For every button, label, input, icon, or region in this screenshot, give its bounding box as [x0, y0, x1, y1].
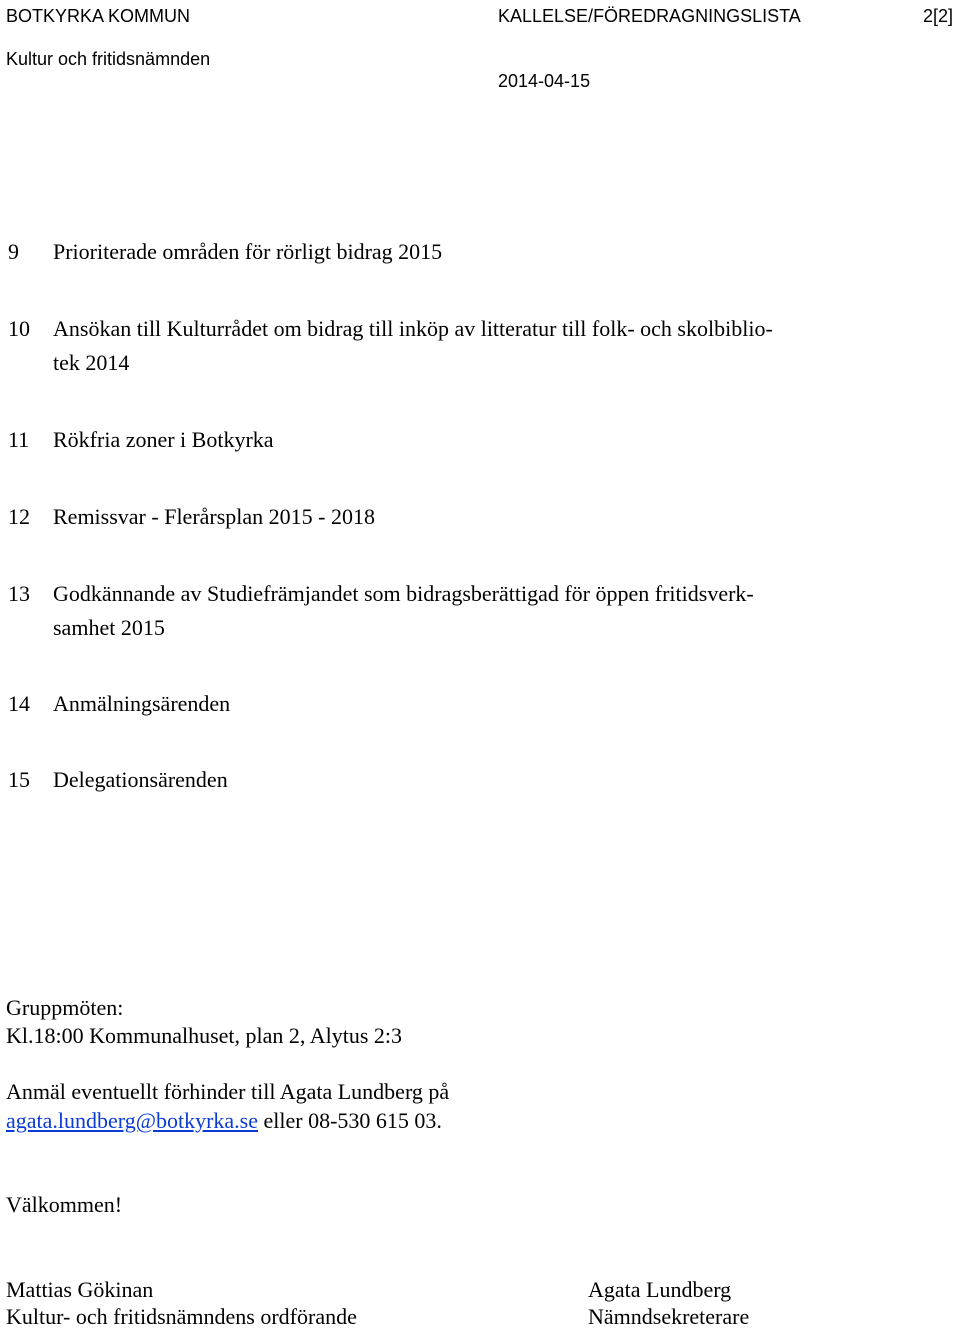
agenda-item-number: 12 [8, 504, 30, 529]
agenda-item-title: Remissvar - Flerårsplan 2015 - 2018 [53, 504, 375, 529]
agenda-item-number: 15 [8, 767, 30, 792]
agenda-item-number: 14 [8, 691, 30, 716]
organization-name: BOTKYRKA KOMMUN [6, 6, 191, 26]
agenda-item-number: 11 [8, 427, 30, 452]
agenda-item-title: Rökfria zoner i Botkyrka [53, 427, 274, 452]
document-type: KALLELSE/FÖREDRAGNINGSLISTA [498, 6, 801, 26]
agenda-item-number: 10 [8, 316, 30, 341]
chair-title: Kultur- och fritidsnämndens ordförande [6, 1304, 357, 1329]
agenda-item-title: Delegationsärenden [53, 767, 228, 792]
agenda-item-title: Godkännande av Studiefrämjandet som bidragsberättigad för öppen fritidsverk- [53, 581, 754, 606]
agenda-item-number: 9 [8, 239, 19, 264]
secretary-title: Nämndsekreterare [588, 1304, 750, 1329]
phone-text: eller 08-530 615 03. [258, 1108, 442, 1133]
absence-notice: Anmäl eventuellt förhinder till Agata Lundberg på [6, 1079, 450, 1104]
agenda-item-title: Prioriterade områden för rörligt bidrag 2015 [53, 239, 443, 264]
agenda-item-title: Anmälningsärenden [53, 691, 231, 716]
group-meetings-heading: Gruppmöten: [6, 995, 124, 1020]
welcome-text: Välkommen! [6, 1192, 123, 1217]
committee-name: Kultur och fritidsnämnden [6, 49, 211, 69]
group-meetings-details: Kl.18:00 Kommunalhuset, plan 2, Alytus 2:3 [6, 1023, 402, 1048]
agenda-item-number: 13 [8, 581, 30, 606]
agenda-item-title-continued: samhet 2015 [53, 615, 165, 640]
chair-name: Mattias Gökinan [6, 1277, 154, 1302]
secretary-name: Agata Lundberg [588, 1277, 732, 1302]
document-date: 2014-04-15 [498, 71, 591, 91]
agenda-item-title: Ansökan till Kulturrådet om bidrag till inköp av litteratur till folk- och skolbiblio- [53, 316, 773, 341]
email-link[interactable]: agata.lundberg@botkyrka.se [6, 1108, 259, 1133]
agenda-item-title-continued: tek 2014 [53, 350, 130, 375]
contact-line [6, 1107, 442, 1135]
page-number: 2[2] [922, 6, 953, 26]
